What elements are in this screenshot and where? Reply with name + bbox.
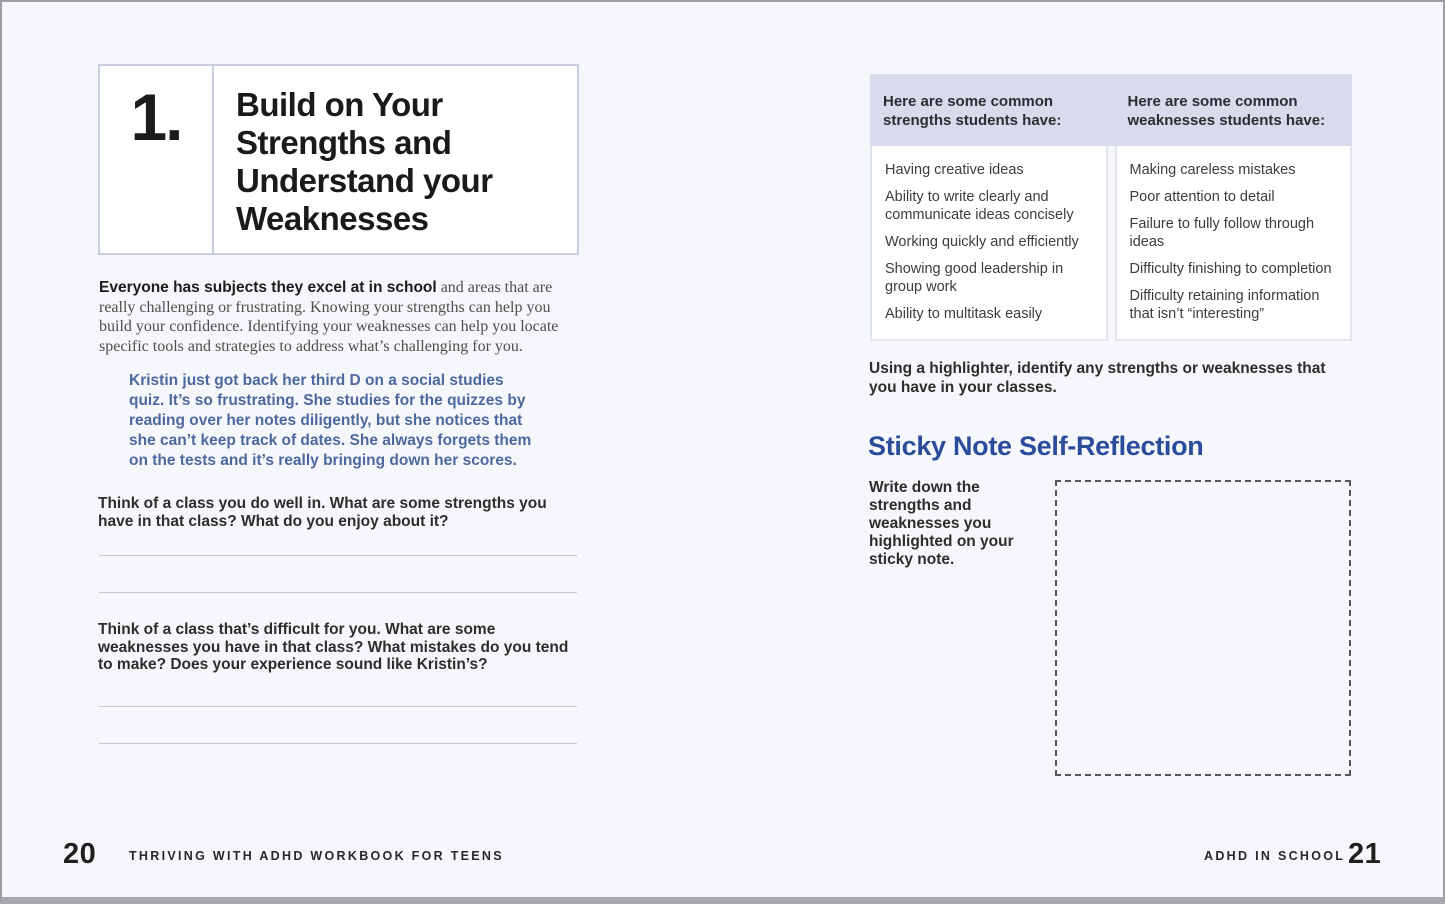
right-page-number: 21 (1348, 838, 1382, 870)
strengths-column-header: Here are some common strengths students have: (883, 93, 1062, 129)
answer-line (99, 706, 577, 707)
list-item: Showing good leadership in group work (885, 261, 1064, 295)
book-title-running-footer: THRIVING WITH ADHD WORKBOOK FOR TEENS (129, 849, 504, 863)
table-body-row (870, 146, 1352, 341)
list-item: Making careless mistakes (1129, 162, 1296, 178)
section-heading: Sticky Note Self-Reflection (868, 431, 1204, 461)
table-header-row (870, 74, 1352, 146)
sticky-note-instruction: Write down the strengths and weaknesses you highlighted on your sticky note. (869, 479, 1014, 568)
sticky-note-writing-area (1055, 480, 1351, 776)
list-item: Ability to write clearly and communicate ideas concisely (885, 189, 1074, 223)
left-page-number: 20 (63, 838, 97, 870)
chapter-number: 1. (130, 80, 182, 154)
intro-rest: and areas that are really challenging or frustrating. Knowing your strengths can help you build your confidence. Identifying your weaknesses can help you locate specific tools and strategies to address what’s challenging for you. (99, 279, 559, 355)
list-item: Poor attention to detail (1129, 189, 1275, 205)
answer-line (99, 743, 577, 744)
chapter-running-footer: ADHD IN SCHOOL (1204, 849, 1346, 863)
list-item: Failure to fully follow through ideas (1129, 216, 1315, 250)
strengths-weaknesses-table (870, 74, 1352, 341)
vignette-name: Kristin (129, 372, 179, 389)
intro-paragraph (99, 278, 579, 356)
strengths-list (870, 146, 1108, 341)
answer-line (99, 592, 577, 593)
list-item: Having creative ideas (885, 162, 1024, 178)
intro-lead-bold: Everyone has subjects they excel at in school (99, 279, 437, 296)
question-2: Think of a class that’s difficult for you. What are some weaknesses you have in that class? What mistakes do you tend to make? Does your experience sound like Kristin’s? (98, 621, 569, 673)
chapter-title: Build on Your Strengths and Understand your Weaknesses (236, 86, 493, 237)
list-item: Difficulty retaining information that isn’t “interesting” (1129, 288, 1320, 322)
list-item: Difficulty finishing to completion (1129, 261, 1332, 277)
vignette-rest: just got back her third D on a social studies quiz. It’s so frustrating. She studies for the quizzes by reading over her notes diligently, but she notices that she can’t keep track of dates. She always forgets them on the tests and it’s really bringing down her scores. (129, 372, 532, 469)
vignette-paragraph (129, 371, 533, 471)
list-item: Working quickly and efficiently (885, 234, 1079, 250)
answer-line (99, 555, 577, 556)
chapter-number-cell (100, 66, 214, 253)
list-item: Ability to multitask easily (885, 306, 1043, 322)
weaknesses-column-header: Here are some common weaknesses students have: (1127, 93, 1326, 129)
chapter-title-box (98, 64, 579, 255)
question-1: Think of a class you do well in. What are some strengths you have in that class? What do you enjoy about it? (98, 495, 547, 530)
highlighter-instruction: Using a highlighter, identify any strengths or weaknesses that you have in your classes. (869, 360, 1326, 396)
weaknesses-list (1115, 146, 1353, 341)
